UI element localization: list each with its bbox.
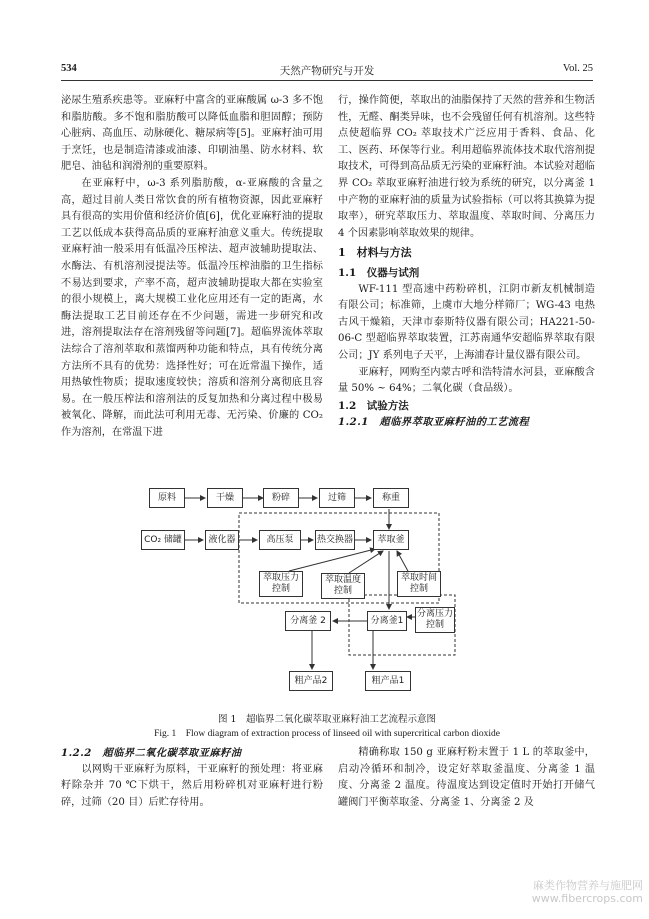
node-extraction-time-control: 萃取时间控制 [397,571,441,597]
volume-label: Vol. 25 [562,63,593,74]
paragraph: 亚麻籽，网购至内蒙古呼和浩特清水河县，亚麻酸含量 50% ~ 64%；二氧化碳（食品级）。 [338,366,595,395]
node-raw-material: 原料 [149,488,185,508]
subsection-heading: 1.1 仪器与试剂 [338,266,420,279]
watermark-line-1: 麻类作物营养与施肥网 [533,879,643,892]
paragraph: 精确称取 150 g 亚麻籽粉末置于 1 L 的萃取釜中，启动冷循环和制冷，设定好萃取釜温度、分离釜 1 温度、分离釜 2 温度。待温度达到设定值时开始打开储气罐阀门平衡萃取釜、分离釜 1、分离釜 2 及 [338,747,595,808]
section-heading: 1 材料与方法 [338,246,412,260]
header-rule [61,80,593,81]
node-heat-exchanger: 热交换器 [315,530,355,550]
node-separation-pressure-control: 分离压力控制 [415,607,455,633]
flow-diagram [139,483,459,701]
right-column [338,93,595,431]
paragraph: 行，操作简便，萃取出的油脂保持了天然的营养和生物活性，无醛、酮类异味，也不会残留任何有机溶剂。这些特点使超临界 CO₂ 萃取技术广泛应用于香料、食品、化工、医药、环保等行业。利用超临界流体技术取代溶剂提取技术，可得到高品质无污染的亚麻籽油。本试验对超临界 CO₂ 萃取亚麻籽油进行较为系统的研究，以分离釜 1 中产物的亚麻籽油的质量为试验指标（可以将其换算为提取率），研究萃取压力、萃取温度、萃取时间、分离压力 4 个因素影响萃取效果的规律。 [338,95,595,239]
subsubsection-heading: 1.2.1 超临界萃取亚麻籽油的工艺流程 [338,416,530,429]
node-liquefier: 液化器 [205,530,239,550]
paragraph: 以网购干亚麻籽为原料，干亚麻籽的预处理：将亚麻籽除杂并 70 ℃下烘干，然后用粉碎机对亚麻籽进行粉碎，过筛（20 目）后贮存待用。 [61,763,323,808]
figure-caption-english: Fig. 1 Flow diagram of extraction process of linseed oil with supercritical carbon dioxide [154,729,500,739]
watermark-line-2: www.fibercrops.com [531,892,643,905]
node-extraction-pressure-control: 萃取压力控制 [259,571,303,597]
node-crude-product-1: 粗产品1 [365,671,411,691]
page-number: 534 [61,63,77,74]
left-column-bottom [61,745,323,811]
node-sieving: 过筛 [319,488,355,508]
node-extraction-temperature-control: 萃取温度控制 [321,573,365,599]
right-column-bottom [338,745,595,811]
paragraph: 泌尿生殖系疾患等。亚麻籽中富含的亚麻酸属 ω-3 多不饱和脂肪酸。多不饱和脂肪酸可以降低血脂和胆固醇；预防心脏病、高血压、动脉硬化、糖尿病等[5]。亚麻籽油可用于烹饪，也是制造清漆或油漆、印刷油墨、防水材料、软肥皂、油毡和润滑剂的重要原料。 [61,95,323,173]
node-extraction-vessel: 萃取釜 [373,530,409,550]
paragraph: WF-111 型高速中药粉碎机，江阴市新友机械制造有限公司；标准筛，上虞市大地分样筛厂；WG-43 电热古风干燥箱，天津市泰斯特仪器有限公司；HA221-50-06-C 型超临界萃取装置，江苏南通华安超临界萃取有限公司；JY 系列电子天平，上海浦春计量仪器有限公司。 [338,283,595,361]
node-separator-2: 分离釜 2 [285,611,331,631]
journal-title: 天然产物研究与开发 [279,65,375,77]
site-watermark [532,879,643,905]
node-drying: 干燥 [207,488,243,508]
figure-caption-chinese: 图 1 超临界二氧化碳萃取亚麻籽油工艺流程示意图 [217,714,437,725]
node-crushing: 粉碎 [263,488,299,508]
running-header [61,63,593,77]
subsection-heading: 1.2 试验方法 [338,399,409,412]
paragraph: 在亚麻籽中，ω-3 系列脂肪酸，α-亚麻酸的含量之高，超过目前人类日常饮食的所有植物资源，因此亚麻籽具有很高的实用价值和经济价值[6]，优化亚麻籽油的提取工艺以低成本获得高品质的亚麻籽油意义重大。传统提取亚麻籽油一般采用有低温冷压榨法、超声波辅助提取法、水酶法、有机溶剂浸提法等。低温冷压榨油脂的卫生指标不易达到要求，产率不高，超声波辅助提取大都在实验室的很小规模上，离大规模工业化应用还有一定的距离，水酶法提取工艺目前还存在不少问题，需进一步研究和改进，溶剂提取法存在溶剂残留等问题[7]。超临界流体萃取法综合了溶剂萃取和蒸馏两种功能和特点，具有传统分离方法所不具有的优势：选择性好；可在近常温下操作，适用热敏性物质；提取速度较快；溶质和溶剂分离彻底且容易。在一般压榨法和溶剂法的反复加热和分离过程中极易被氧化、降解，而此法可利用无毒、无污染、价廉的 CO₂ 作为溶剂，在常温下进 [61,177,323,438]
node-co2-tank: CO₂ 储罐 [141,530,185,550]
subsubsection-heading: 1.2.2 超临界二氧化碳萃取亚麻籽油 [61,747,242,759]
node-separator-1: 分离釜1 [367,611,407,631]
left-column [61,93,323,441]
node-weighing: 称重 [373,488,409,508]
node-crude-product-2: 粗产品2 [289,671,333,691]
node-high-pressure-pump: 高压泵 [259,530,301,550]
